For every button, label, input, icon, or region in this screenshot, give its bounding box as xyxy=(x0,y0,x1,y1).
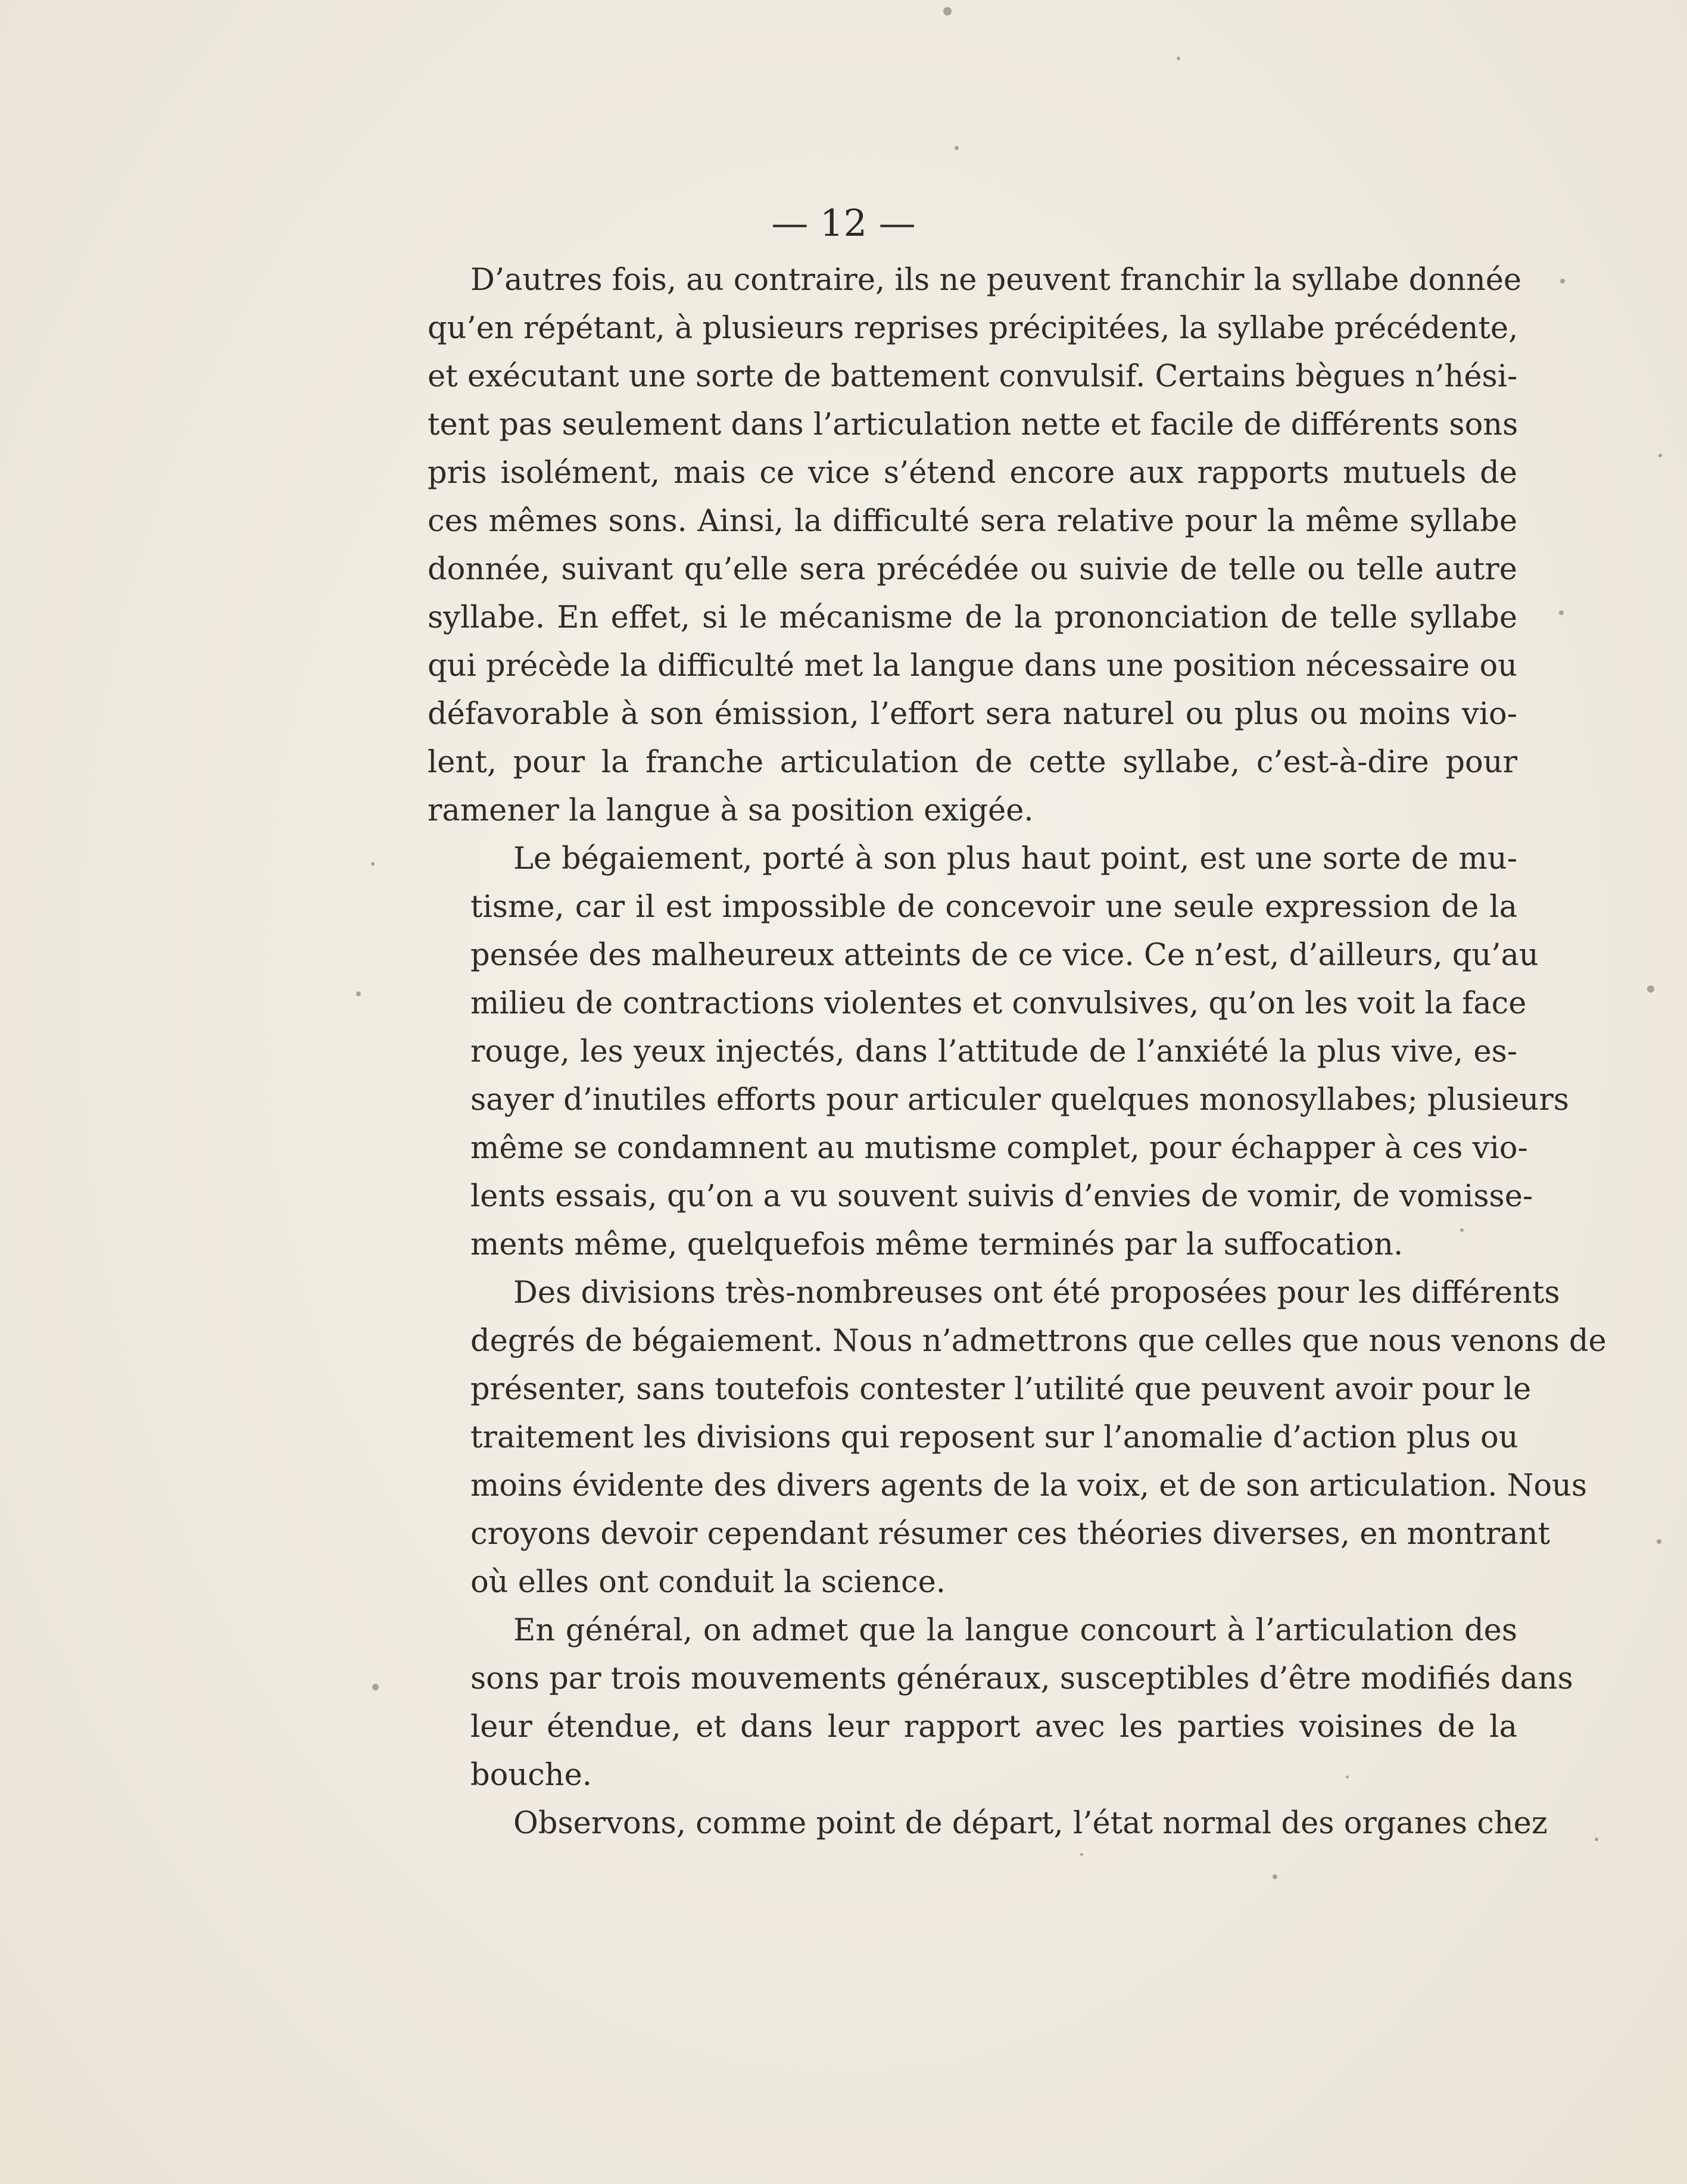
text-line: ments même, quelquefois même terminés par la suffocation. xyxy=(470,1227,1404,1262)
text-line: qui précède la difficulté met la langue dans une position nécessaire ou xyxy=(428,648,1517,684)
text-line: D’autres fois, au contraire, ils ne peuvent franchir la syllabe donnée xyxy=(470,263,1522,298)
page-number: — 12 — xyxy=(771,201,916,245)
text-line: ramener la langue à sa position exigée. xyxy=(428,793,1034,828)
text-line: pensée des malheureux atteints de ce vice. Ce n’est, d’ailleurs, qu’au xyxy=(470,938,1539,973)
paper-speck xyxy=(1177,57,1180,60)
paper-speck xyxy=(1560,279,1565,283)
text-line: traitement les divisions qui reposent sur l’anomalie d’action plus ou xyxy=(470,1420,1518,1455)
text-line: Observons, comme point de départ, l’état normal des organes chez xyxy=(513,1806,1548,1841)
paper-speck xyxy=(1657,1539,1661,1544)
text-line: Des divisions très-nombreuses ont été proposées pour les différents xyxy=(513,1275,1560,1311)
text-line: défavorable à son émission, l’effort sera naturel ou plus ou moins vio- xyxy=(428,697,1517,732)
text-line: qu’en répétant, à plusieurs reprises précipitées, la syllabe précédente, xyxy=(428,311,1518,346)
paper-speck xyxy=(955,146,959,150)
text-line: ces mêmes sons. Ainsi, la difficulté sera relative pour la même syllabe xyxy=(428,504,1517,539)
paragraph xyxy=(428,1606,1573,1799)
body-text xyxy=(428,256,1607,1848)
paper-speck xyxy=(372,1684,379,1690)
paragraph xyxy=(428,1799,1548,1848)
text-line: degrés de bégaiement. Nous n’admettrons que celles que nous venons de xyxy=(470,1324,1607,1359)
text-line: sons par trois mouvements généraux, susceptibles d’être modifiés dans xyxy=(470,1661,1573,1696)
text-line: rouge, les yeux injectés, dans l’attitude de l’anxiété la plus vive, es- xyxy=(470,1034,1517,1069)
text-line: tisme, car il est impossible de concevoir une seule expression de la xyxy=(470,890,1517,925)
text-line: leur étendue, et dans leur rapport avec les parties voisines de la xyxy=(470,1709,1517,1745)
text-line: pris isolément, mais ce vice s’étend encore aux rapports mutuels de xyxy=(428,455,1517,491)
text-line: tent pas seulement dans l’articulation nette et facile de différents sons xyxy=(428,407,1518,442)
text-line: donnée, suivant qu’elle sera précédée ou suivie de telle ou telle autre xyxy=(428,552,1517,587)
text-line: En général, on admet que la langue concourt à l’articulation des xyxy=(513,1613,1517,1648)
text-line: et exécutant une sorte de battement convulsif. Certains bègues n’hési- xyxy=(428,359,1518,394)
paper-speck xyxy=(1595,1837,1598,1841)
text-line: milieu de contractions violentes et convulsives, qu’on les voit la face xyxy=(470,986,1527,1021)
text-line: sayer d’inutiles efforts pour articuler quelques monosyllabes; plusieurs xyxy=(470,1082,1569,1118)
text-line: croyons devoir cependant résumer ces théories diverses, en montrant xyxy=(470,1517,1551,1552)
text-line: moins évidente des divers agents de la voix, et de son articulation. Nous xyxy=(470,1468,1588,1503)
text-line: lents essais, qu’on a vu souvent suivis d’envies de vomir, de vomisse- xyxy=(470,1179,1533,1214)
text-line: bouche. xyxy=(470,1758,592,1793)
paper-speck xyxy=(1273,1874,1277,1879)
paper-speck xyxy=(1647,985,1654,993)
paragraph xyxy=(428,1269,1607,1606)
paragraph xyxy=(428,835,1569,1269)
paper-speck xyxy=(356,991,361,996)
paper-speck xyxy=(1080,1853,1083,1856)
text-line: présenter, sans toutefois contester l’utilité que peuvent avoir pour le xyxy=(470,1372,1532,1407)
paper-speck xyxy=(1559,610,1564,615)
text-line: lent, pour la franche articulation de cette syllabe, c’est-à-dire pour xyxy=(428,745,1517,780)
text-line: syllabe. En effet, si le mécanisme de la prononciation de telle syllabe xyxy=(428,600,1517,635)
text-line: Le bégaiement, porté à son plus haut point, est une sorte de mu- xyxy=(513,841,1517,876)
paper-speck xyxy=(1658,454,1662,457)
paragraph xyxy=(428,256,1522,835)
paper-speck xyxy=(943,7,952,15)
paper-speck xyxy=(371,862,375,866)
text-line: où elles ont conduit la science. xyxy=(470,1565,946,1600)
text-line: même se condamnent au mutisme complet, pour échapper à ces vio- xyxy=(470,1131,1528,1166)
